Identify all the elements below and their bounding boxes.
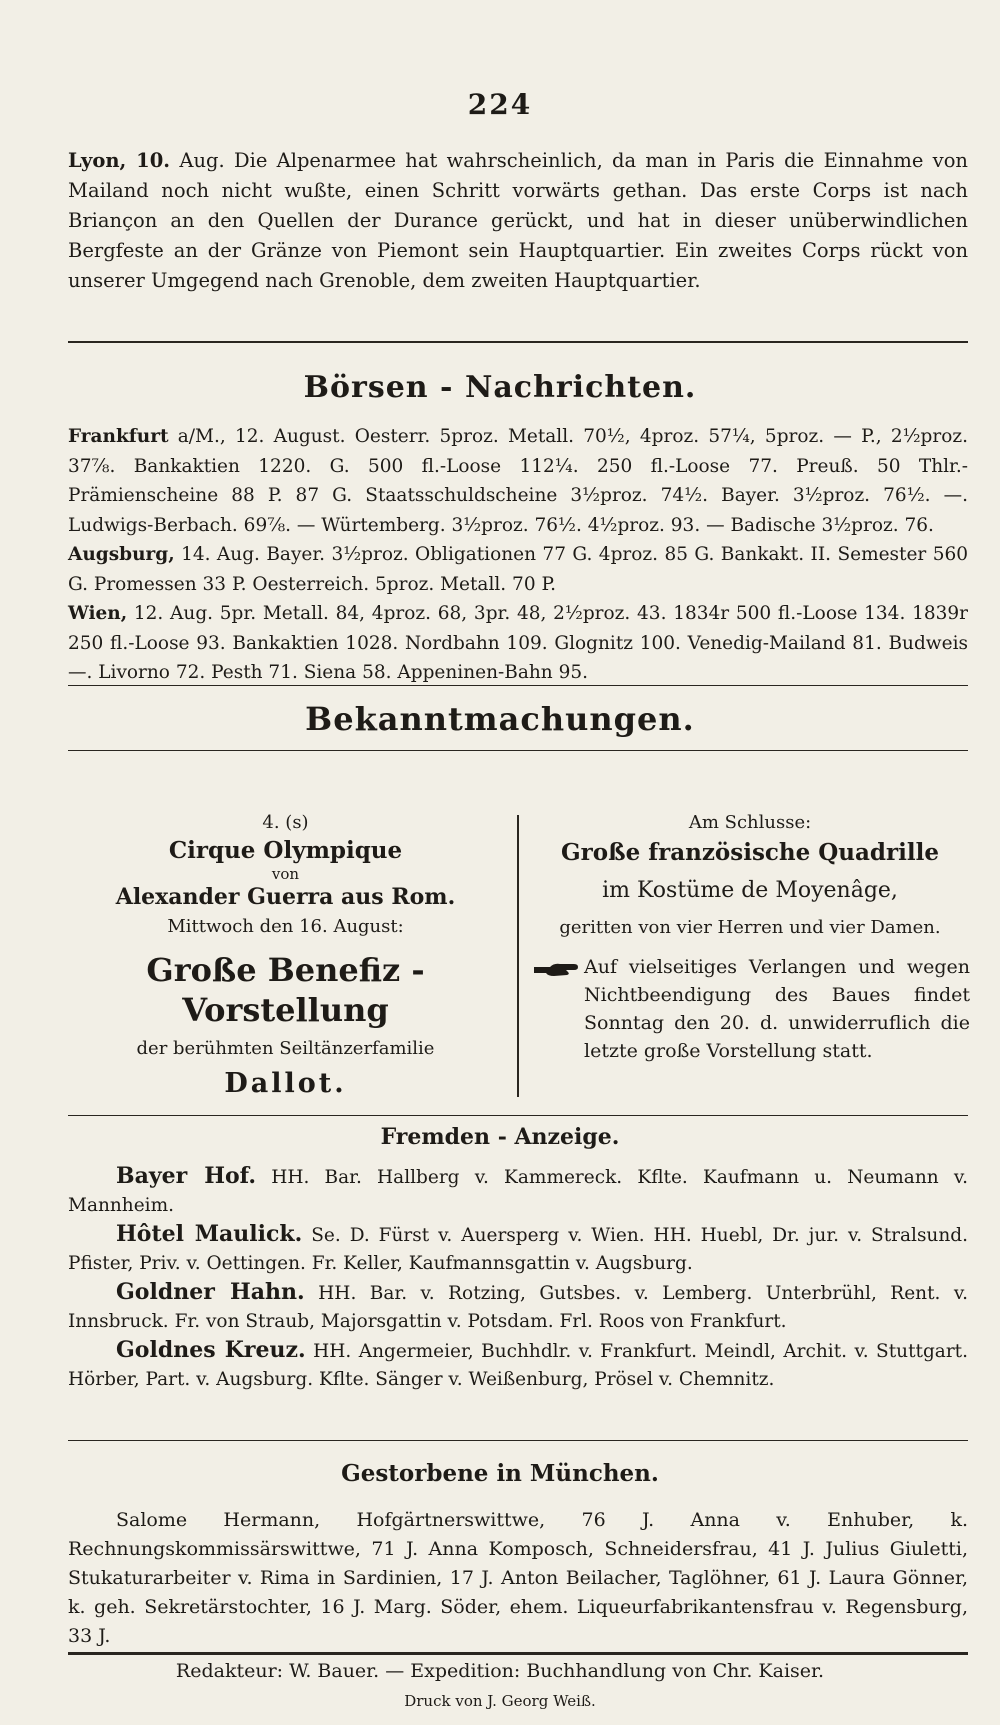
hotel-guests: Se. D. Fürst v. Auersperg v. Wien. HH. Huebl, Dr. jur. v. Stralsund. Pfister, Priv. v. Oettingen. Fr. Keller, Kaufmannsgattin v. Augsburg. [68, 1225, 968, 1274]
advert-number: 4. (s) [262, 812, 309, 833]
footer-editor-line: Redakteur: W. Bauer. — Expedition: Buchhandlung von Chr. Kaiser. [175, 1660, 825, 1682]
advert-intro: Am Schlusse: [688, 812, 812, 833]
section-divider [68, 341, 968, 343]
boersen-text: a/M., 12. August. Oesterr. 5proz. Metall. 70½, 4proz. 57¼, 5proz. — P., 2½proz. 37⅞. Bankaktien 1220. G. 500 fl.-Loose 112¼. 250 fl.-Loose 77. Preuß. 50 Thlr.-Prämienscheine 88 P. 87 G. Staatsschuldscheine 3½proz. 74½. Bayer. 3½proz. 76½. —. Ludwigs-Berbach. 69⅞. — Würtemberg. 3½proz. 76½. 4½proz. 93. — Badische 3½proz. 76. [68, 426, 968, 536]
gestorbene-section [68, 1506, 968, 1651]
boersen-entry [68, 540, 968, 599]
hotel-name: Hôtel Maulick. [116, 1221, 303, 1247]
fremden-section [68, 1162, 968, 1394]
circus-advert-right [530, 812, 970, 1065]
boersen-place: Frankfurt [68, 426, 169, 447]
advert-family-line: der berühmten Seiltänzerfamilie [136, 1038, 435, 1059]
boersen-place: Wien, [68, 603, 128, 624]
advert-quadrille: Große französische Quadrille [561, 838, 939, 866]
section-divider [68, 685, 968, 686]
circus-advert-left [68, 812, 503, 1100]
news-article [68, 146, 968, 296]
footer-divider [68, 1652, 968, 1655]
section-divider [68, 750, 968, 751]
hotel-guests: HH. Angermeier, Buchhdlr. v. Frankfurt. Meindl, Archit. v. Stuttgart. Hörber, Part. v. Augsburg. Kflte. Sänger v. Weißenburg, Prösel v. Chemnitz. [68, 1341, 968, 1390]
hotel-name: Bayer Hof. [116, 1163, 256, 1189]
advert-column-divider [517, 815, 519, 1097]
fremden-heading: Fremden - Anzeige. [380, 1124, 620, 1150]
hotel-guests: HH. Bar. v. Rotzing, Gutsbes. v. Lemberg. Unterbrühl, Rent. v. Innsbruck. Fr. von Straub, Majorsgattin v. Potsdam. Frl. Roos von Frankfurt. [68, 1283, 968, 1332]
news-text: Aug. Die Alpenarmee hat wahrscheinlich, da man in Paris die Einnahme von Mailand noch nicht wußte, einen Schritt vorwärts gethan. Das erste Corps ist nach Briançon an den Quellen der Durance gerückt, und hat in dieser unüberwindlichen Bergfeste an der Gränze von Piemont sein Hauptquartier. Ein zweites Corps rückt von unserer Umgegend nach Grenoble, dem zweiten Hauptquartier. [68, 149, 968, 292]
fremden-entry [68, 1278, 968, 1336]
section-divider [68, 1440, 968, 1441]
hotel-name: Goldnes Kreuz. [116, 1337, 306, 1363]
advert-date: Mittwoch den 16. August: [167, 915, 404, 937]
advert-family-name: Dallot. [224, 1067, 347, 1099]
gestorbene-heading: Gestorbene in München. [341, 1460, 659, 1487]
fremden-entry [68, 1220, 968, 1278]
boersen-entry [68, 599, 968, 688]
advert-ridden: geritten von vier Herren und vier Damen. [559, 916, 941, 938]
boersen-heading: Börsen - Nachrichten. [303, 370, 697, 405]
fremden-entry [68, 1336, 968, 1394]
advert-von: von [271, 865, 300, 884]
gestorbene-text: Salome Hermann, Hofgärtnerswittwe, 76 J. Anna v. Enhuber, k. Rechnungskommissärswittwe, 71 J. Anna Komposch, Schneidersfrau, 41 J. Julius Giuletti, Stukaturarbeiter v. Rima in Sardinien, 17 J. Anton Beilacher, Taglöhner, 61 J. Laura Gönner, k. geh. Sekretärstochter, 16 J. Marg. Söder, ehem. Liqueurfabrikantensfrau v. Regensburg, 33 J. [68, 1509, 968, 1647]
fremden-entry [68, 1162, 968, 1220]
hotel-name: Goldner Hahn. [116, 1279, 305, 1305]
pointing-hand-icon [530, 959, 584, 985]
boersen-text: 12. Aug. 5pr. Metall. 84, 4proz. 68, 3pr. 48, 2½proz. 43. 1834r 500 fl.-Loose 134. 1839r 250 fl.-Loose 93. Bankaktien 1028. Nordbahn 109. Glognitz 100. Venedig-Mailand 81. Budweis —. Livorno 72. Pesth 71. Siena 58. Appeninen-Bahn 95. [68, 603, 968, 683]
bekanntmachungen-heading: Bekanntmachungen. [305, 700, 695, 738]
section-divider [68, 1115, 968, 1116]
news-paragraph [68, 146, 968, 296]
boersen-entry [68, 422, 968, 540]
footer-printer-line: Druck von J. Georg Weiß. [404, 1692, 596, 1710]
circus-name: Cirque Olympique [168, 836, 403, 864]
page-number: 224 [467, 88, 533, 121]
advert-costume: im Kostüme de Moyenâge, [602, 878, 898, 904]
boersen-text: 14. Aug. Bayer. 3½proz. Obligationen 77 G. 4proz. 85 G. Bankakt. II. Semester 560 G. Promessen 33 P. Oesterreich. 5proz. Metall. 70 P. [68, 544, 968, 595]
boersen-section [68, 422, 968, 688]
advert-headline: Große Benefiz - Vorstellung [146, 951, 425, 1029]
news-dateline: Lyon, 10. [68, 149, 171, 172]
hotel-guests: HH. Bar. Hallberg v. Kammereck. Kflte. Kaufmann u. Neumann v. Mannheim. [68, 1167, 968, 1216]
boersen-place: Augsburg, [68, 544, 175, 565]
circus-owner: Alexander Guerra aus Rom. [115, 884, 456, 910]
advert-note [530, 953, 970, 1065]
advert-note-text: Auf vielseitiges Verlangen und wegen Nichtbeendigung des Baues findet Sonntag den 20. d. unwiderruflich die letzte große Vorstellung statt. [584, 956, 970, 1063]
